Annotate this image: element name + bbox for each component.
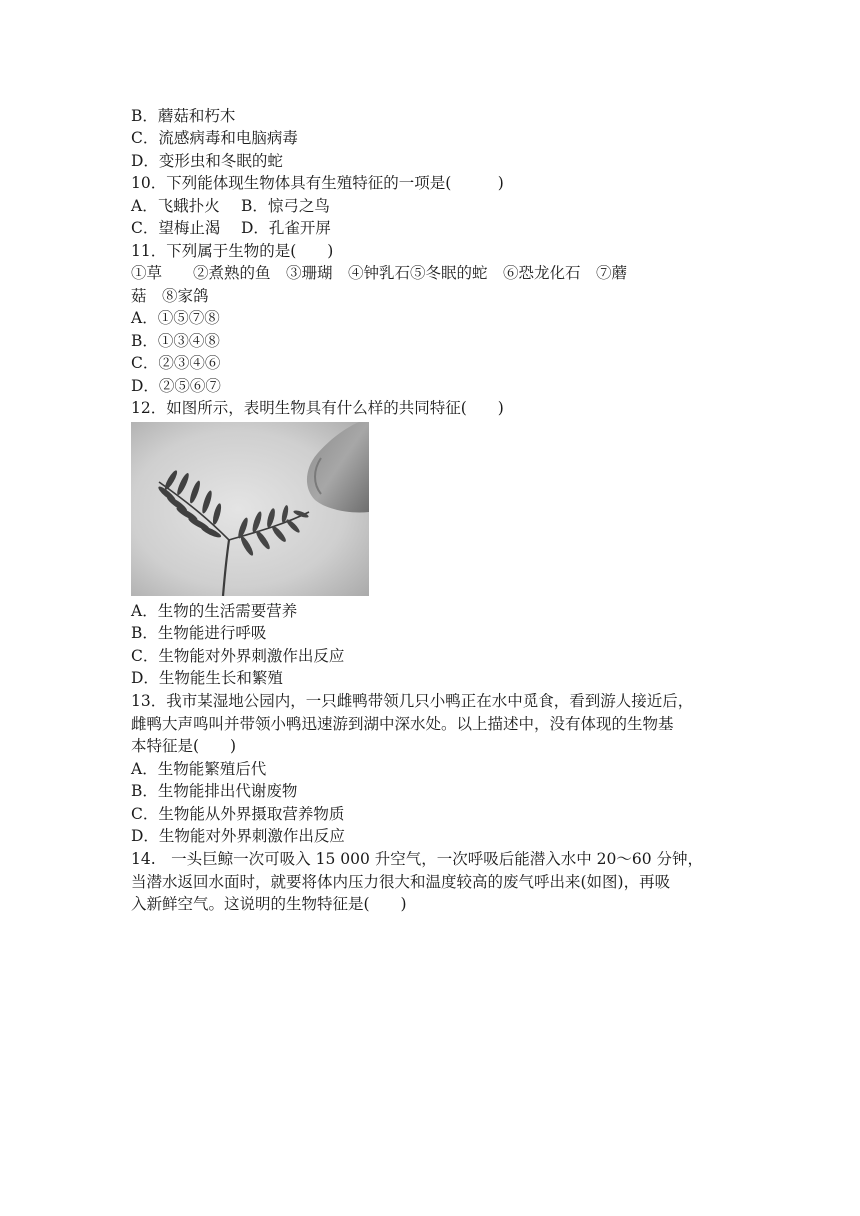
q13-option-a: A．生物能繁殖后代 bbox=[131, 760, 267, 778]
q12-option-c: C．生物能对外界刺激作出反应 bbox=[131, 647, 345, 665]
q9-option-c: C．流感病毒和电脑病毒 bbox=[131, 129, 298, 147]
q11-option-b: B．①③④⑧ bbox=[131, 332, 220, 350]
mimosa-touch-photo bbox=[131, 422, 369, 596]
q10-option-c: C．望梅止渴 bbox=[131, 219, 221, 237]
q11-option-d: D．②⑤⑥⑦ bbox=[131, 377, 221, 395]
q11-items-line-2: 菇 ⑧家鸽 bbox=[131, 287, 209, 305]
q12-option-b: B．生物能进行呼吸 bbox=[131, 624, 267, 642]
q12-option-a: A．生物的生活需要营养 bbox=[131, 602, 298, 620]
q13-option-c: C．生物能从外界摄取营养物质 bbox=[131, 805, 345, 823]
q11-option-c: C．②③④⑥ bbox=[131, 354, 221, 372]
q9-option-d: D．变形虫和冬眠的蛇 bbox=[131, 152, 283, 170]
q12-stem: 12．如图所示，表明生物具有什么样的共同特征( ) bbox=[131, 399, 504, 417]
q13-stem-line-2: 雌鸭大声鸣叫并带领小鸭迅速游到湖中深水处。以上描述中，没有体现的生物基 bbox=[131, 715, 674, 733]
q11-items-line-1: ①草 ②煮熟的鱼 ③珊瑚 ④钟乳石⑤冬眠的蛇 ⑥恐龙化石 ⑦蘑 bbox=[131, 264, 628, 282]
q10-options-row-2 bbox=[131, 218, 331, 238]
q10-stem: 10．下列能体现生物体具有生殖特征的一项是( ) bbox=[131, 174, 504, 192]
q10-option-d: D．孔雀开屏 bbox=[241, 219, 331, 237]
q14-stem-line-1: 14. 一头巨鲸一次可吸入 15 000 升空气，一次呼吸后能潜入水中 20～60 分钟， bbox=[131, 850, 704, 868]
q10-option-a: A．飞蛾扑火 bbox=[131, 197, 220, 215]
q13-option-b: B．生物能排出代谢废物 bbox=[131, 782, 298, 800]
q14-stem-line-3: 入新鲜空气。这说明的生物特征是( ) bbox=[131, 895, 407, 913]
q9-option-b: B．蘑菇和朽木 bbox=[131, 107, 236, 125]
q10-option-b: B．惊弓之鸟 bbox=[241, 197, 330, 215]
q13-stem-line-1: 13．我市某湿地公园内，一只雌鸭带领几只小鸭正在水中觅食，看到游人接近后， bbox=[131, 692, 694, 710]
q11-stem: 11．下列属于生物的是( ) bbox=[131, 242, 334, 260]
q14-stem-line-2: 当潜水返回水面时，就要将体内压力很大和温度较高的废气呼出来(如图)，再吸 bbox=[131, 873, 671, 891]
q11-option-a: A．①⑤⑦⑧ bbox=[131, 309, 220, 327]
q13-stem-line-3: 本特征是( ) bbox=[131, 737, 237, 755]
q13-option-d: D．生物能对外界刺激作出反应 bbox=[131, 827, 345, 845]
q10-options-row-1 bbox=[131, 196, 330, 216]
q12-option-d: D．生物能生长和繁殖 bbox=[131, 669, 283, 687]
